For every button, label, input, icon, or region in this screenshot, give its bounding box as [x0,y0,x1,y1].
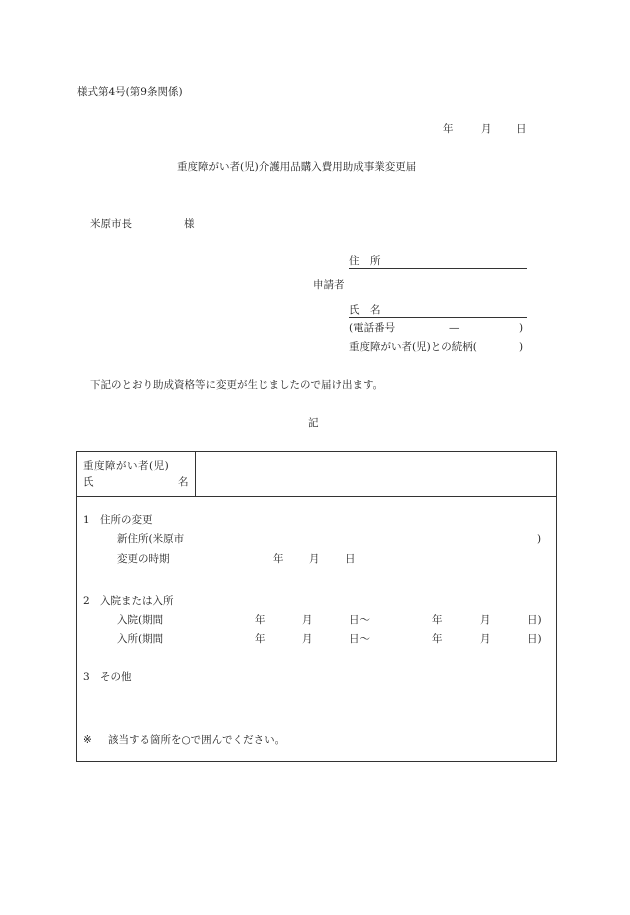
applicant-label: 申請者 [313,279,345,291]
address-label: 住 所 [349,255,381,267]
change-day-label: 日 [345,553,356,565]
addressee-name: 米原市長 [90,218,132,230]
note-text: 該当する箇所を○で囲んでください。 [108,734,286,746]
admission-from-month: 月 [302,633,313,645]
ki-label: 記 [308,417,319,429]
section-1-title: 住所の変更 [100,514,153,526]
date-day-label: 日 [516,123,527,135]
new-address-close: ) [537,533,542,545]
admission-to-day: 日) [527,633,542,645]
change-time-label: 変更の時期 [117,553,170,565]
relation-close: ) [519,341,524,353]
form-number: 様式第4号(第9条関係) [77,86,183,98]
admission-from-year: 年 [255,633,266,645]
phone-close: ) [519,322,524,334]
relation-label: 重度障がい者(児)との続柄( [349,341,477,353]
name-underline[interactable] [349,317,527,318]
hospitalization-to-month: 月 [480,614,491,626]
date-month-label: 月 [481,123,492,135]
document-title: 重度障がい者(児)介護用品購入費用助成事業変更届 [177,161,417,173]
note-mark: ※ [83,734,92,746]
hospitalization-label: 入院(期間 [117,614,164,626]
subject-name-label-a: 氏 [83,476,94,488]
phone-dash: — [449,322,460,334]
hospitalization-to-day: 日) [527,614,542,626]
admission-from-day: 日〜 [349,633,370,645]
hospitalization-from-month: 月 [302,614,313,626]
subject-name-label: 重度障がい者(児) [83,460,170,472]
hospitalization-from-year: 年 [255,614,266,626]
address-underline[interactable] [349,268,527,269]
phone-label: (電話番号 [349,322,396,334]
table-column-divider [195,451,196,497]
new-address-label: 新住所(米原市 [117,533,185,545]
section-3-number: 3 [83,671,90,683]
admission-to-month: 月 [480,633,491,645]
date-year-label: 年 [443,123,454,135]
section-2-number: 2 [83,595,90,607]
hospitalization-from-day: 日〜 [349,614,370,626]
subject-name-field[interactable] [197,453,554,495]
intro-text: 下記のとおり助成資格等に変更が生じましたので届け出ます。 [90,379,384,391]
subject-name-label-b: 名 [178,476,189,488]
section-3-title: その他 [100,671,132,683]
change-month-label: 月 [309,553,320,565]
admission-label: 入所(期間 [117,633,164,645]
section-1-number: 1 [83,514,90,526]
table-divider [76,496,557,497]
name-label: 氏 名 [349,304,381,316]
admission-to-year: 年 [432,633,443,645]
section-2-title: 入院または入所 [100,595,174,607]
change-year-label: 年 [273,553,284,565]
addressee-honorific: 様 [184,218,195,230]
hospitalization-to-year: 年 [432,614,443,626]
